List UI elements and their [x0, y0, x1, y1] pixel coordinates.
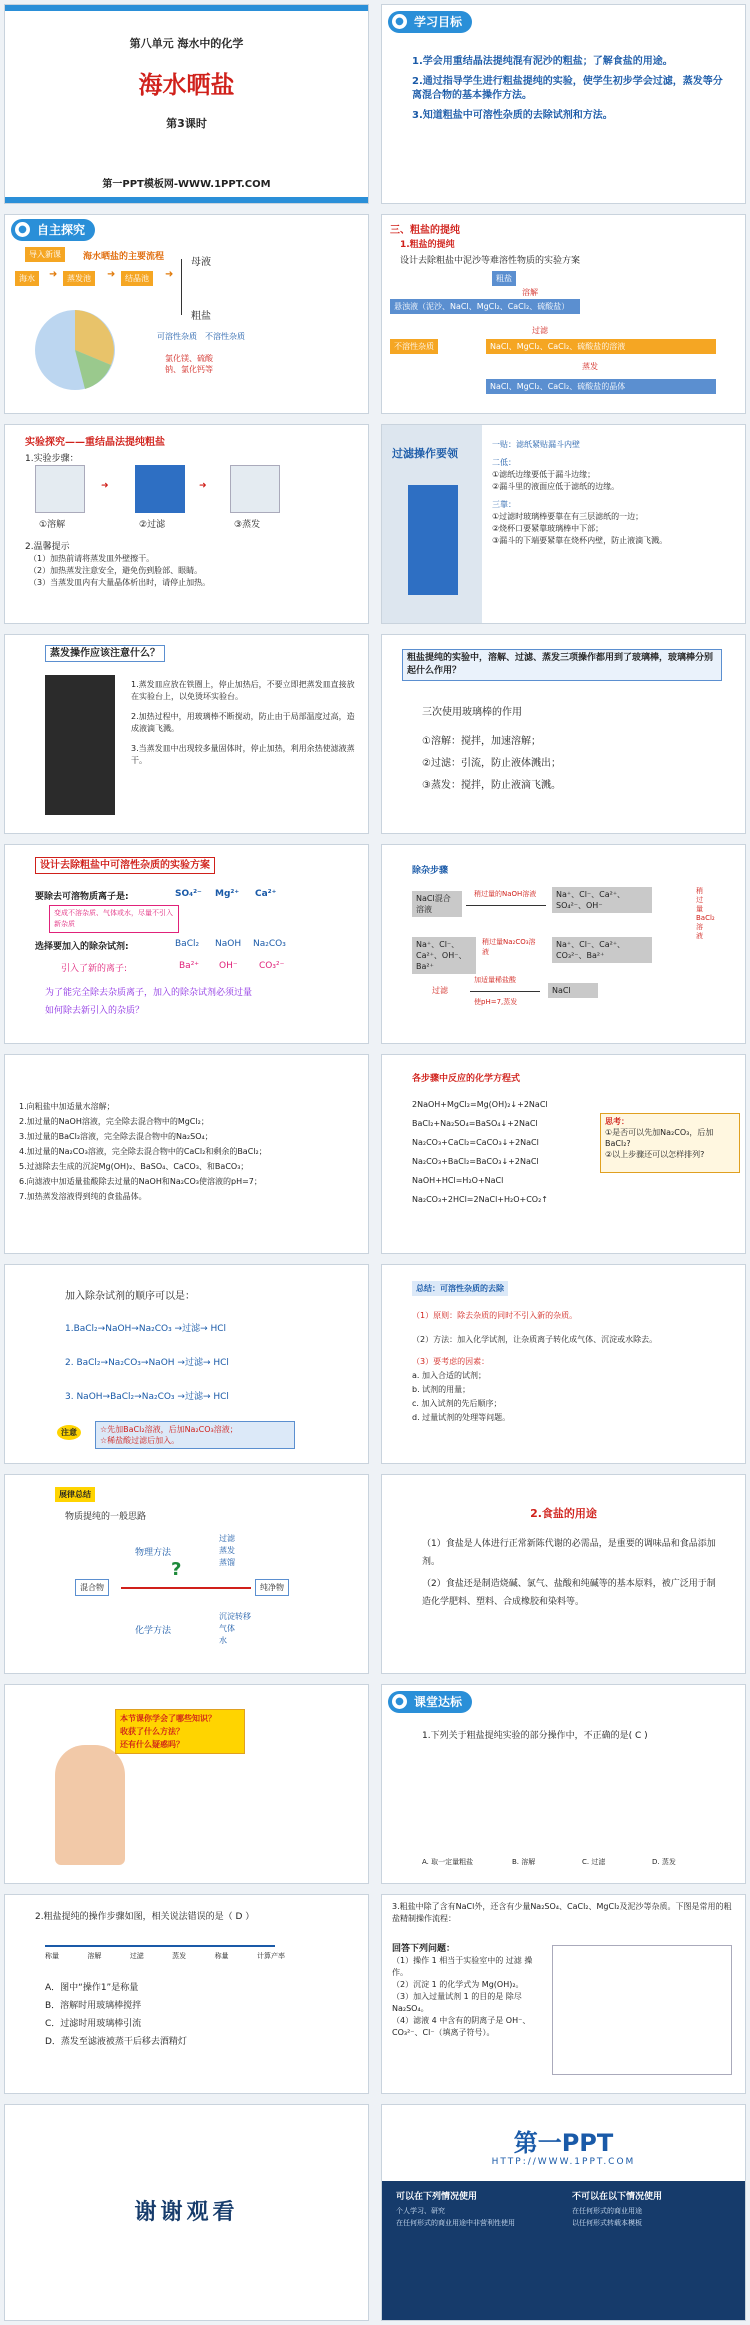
mother-label: 母液 — [191, 257, 211, 268]
step-label: ①溶解 — [39, 520, 66, 530]
slide-heading: 总结：可溶性杂质的去除 — [412, 1281, 508, 1296]
answer: （3）加入过量试剂 1 的目的是 除尽Na₂SO₄。 — [392, 1992, 522, 2013]
intro-tag: 导入新课 — [25, 247, 65, 262]
rule-item: ②漏斗里的液面应低于滤纸的边缘。 — [492, 482, 620, 491]
flow-step: 蒸发 — [172, 1952, 187, 1960]
option: C. 过滤 — [582, 1858, 606, 1866]
reagents-label: 选择要加入的除杂试剂: — [35, 942, 129, 952]
slide-heading: 除杂步骤 — [412, 866, 449, 876]
tip-item: （1）加热前请将蒸发皿外壁擦干。 — [29, 554, 155, 563]
soluble-label: 可溶性杂质 — [157, 332, 197, 341]
slide-heading: 2.食盐的用途 — [530, 1507, 597, 1520]
slide-summary — [381, 1264, 746, 1464]
note-item: ☆先加BaCl₂溶液，后加Na₂CO₃溶液； — [100, 1425, 238, 1434]
new-ion: Ba²⁺ — [179, 961, 200, 971]
proc-step: 1.向粗盐中加适量水溶解； — [19, 1102, 115, 1111]
ion: Ca²⁺ — [255, 889, 277, 899]
bubble-line: 收获了什么方法？ — [120, 1727, 184, 1736]
factor-item: a. 加入合适的试剂； — [412, 1371, 486, 1380]
rule-item: ③漏斗的下端要紧靠在烧杯内壁，防止液滴飞溅。 — [492, 536, 668, 545]
arrow-line — [466, 905, 546, 906]
header-label: 学习目标 — [414, 15, 463, 29]
bullet-icon: ● — [392, 1694, 407, 1709]
slide-heading: 实验探究——重结晶法提纯粗盐 — [25, 437, 165, 448]
ph-label: 使pH=7,蒸发 — [474, 998, 518, 1006]
rule-one: 一贴：滤纸紧贴漏斗内壁 — [492, 440, 580, 449]
chem-item: 气体 — [219, 1624, 235, 1633]
url: HTTP://WWW.1PPT.COM — [491, 2157, 636, 2167]
order-option: 3. NaOH→BaCl₂→Na₂CO₃ →过滤→ HCl — [65, 1392, 229, 1402]
think-item: ②以上步骤还可以怎样排列? — [605, 1150, 705, 1159]
slide-heading: 加入除杂试剂的顺序可以是： — [65, 1291, 195, 1302]
bullet-icon: ● — [392, 14, 407, 29]
use-paragraph: （1）食盐是人体进行正常新陈代谢的必需品，是重要的调味品和食品添加剂。 — [422, 1539, 716, 1567]
mixture-box: 悬浊液（泥沙、NaCl、MgCl₂、CaCl₂、硫酸盐） — [390, 299, 580, 314]
evap-item: 2.加热过程中，用玻璃棒不断搅动，防止由于局部温度过高，造成液滴飞溅。 — [131, 712, 355, 733]
tip-item: （2）加热蒸发注意安全，避免伤到脸部、眼睛。 — [29, 566, 203, 575]
proc-step: 4.加过量的Na₂CO₃溶液，完全除去混合物中的CaCl₂和剩余的BaCl₂； — [19, 1147, 267, 1156]
mixture-node: 混合物 — [75, 1579, 109, 1596]
arrow-line — [121, 1587, 251, 1589]
principle: （1）原则：除去杂质的同时不引入新的杂质。 — [412, 1311, 578, 1320]
equation: BaCl₂+Na₂SO₄=BaSO₄↓+2NaCl — [412, 1119, 538, 1128]
flow-step: 计算产率 — [256, 1952, 285, 1960]
flow-title: 海水晒盐的主要流程 — [83, 252, 165, 262]
answer-label: 回答下列问题： — [392, 1944, 456, 1954]
top-bar — [5, 5, 368, 11]
apparatus-photo — [45, 675, 115, 815]
question-box: 粗盐提纯的实验中，溶解、过滤、蒸发三项操作都用到了玻璃棒，玻璃棒分别起什么作用？ — [402, 649, 722, 681]
sub-title: 1.粗盐的提纯 — [400, 240, 455, 250]
ion: SO₄²⁻ — [175, 889, 202, 899]
page-title: 海水晒盐 — [138, 71, 235, 99]
physical-label: 物理方法 — [135, 1548, 172, 1558]
bottom-bar — [5, 197, 368, 203]
question: 2.粗盐提纯的操作步骤如图，相关说法错误的是（ D ） — [35, 1912, 255, 1922]
brace — [181, 259, 182, 315]
section-title: 三、粗盐的提纯 — [390, 225, 460, 236]
rule-item: ②烧杯口要紧靠玻璃棒中下部； — [492, 524, 604, 533]
flow-step: 结晶池 — [121, 271, 153, 286]
slide-quiz-3 — [381, 1894, 746, 2094]
ion-box: Na⁺、Cl⁻、Ca²⁺、CO₃²⁻、Ba²⁺ — [552, 937, 652, 963]
evaporate-label: 蒸发 — [582, 362, 598, 371]
question-mark: ? — [171, 1559, 182, 1580]
note-box — [95, 1421, 295, 1449]
slide-purify-plan — [381, 214, 746, 414]
flow-step: 溶解 — [87, 1952, 102, 1960]
option: A．图中“操作1”是称量 — [45, 1983, 139, 1993]
side-reagent: 稍过量BaCl₂溶液 — [696, 887, 715, 940]
bubble-line: 本节课你学会了哪些知识？ — [120, 1714, 216, 1723]
phys-item: 过滤 — [219, 1534, 235, 1543]
subtitle: 物质提纯的一般思路 — [65, 1512, 147, 1522]
pure-node: 纯净物 — [255, 1579, 289, 1596]
goal-item: 2.通过指导学生进行粗盐提纯的实验，使学生初步学会过滤，蒸发等分离混合物的基本操作方法。 — [412, 76, 723, 101]
equation: Na₂CO₃+CaCl₂=CaCO₃↓+2NaCl — [412, 1138, 539, 1147]
can-item: 在任何形式的商业用途中非营利性使用 — [396, 2219, 515, 2227]
question: 1.下列关于粗盐提纯实验的部分操作中，不正确的是( C ) — [422, 1731, 648, 1741]
slide-procedure — [4, 1054, 369, 1254]
rule-item: ①过滤时玻璃棒要靠在有三层滤纸的一边； — [492, 512, 644, 521]
step-label: ③蒸发 — [234, 520, 261, 530]
section-header — [388, 1691, 472, 1713]
equation: NaOH+HCl=H₂O+NaCl — [412, 1176, 504, 1185]
think-item: ①是否可以先加Na₂CO₃，后加BaCl₂? — [605, 1128, 714, 1148]
filter-photo — [408, 485, 458, 595]
teacher-illustration — [55, 1745, 125, 1865]
note-box: 变成不溶杂质、气体或水，尽量不引入新杂质 — [49, 905, 179, 933]
flow-step: 海水 — [15, 271, 39, 286]
slide-heading: 过滤操作要领 — [392, 447, 458, 460]
evap-item: 1.蒸发皿应放在铁圈上，停止加热后，不要立即把蒸发皿直接放在实验台上，以免烫坏实验台。 — [131, 680, 355, 701]
option: B．溶解时用玻璃棒搅拌 — [45, 2001, 142, 2011]
proc-step: 7.加热蒸发溶液得到纯的食盐晶体。 — [19, 1192, 147, 1201]
note-item: ☆稀盐酸过滤后加入。 — [100, 1436, 180, 1445]
method: （2）方法：加入化学试剂，让杂质离子转化成气体、沉淀或水除去。 — [412, 1335, 658, 1344]
ion-box: Na⁺、Cl⁻、Ca²⁺、SO₄²⁻、OH⁻ — [552, 887, 652, 913]
cannot-item: 以任何形式转载本模板 — [572, 2219, 642, 2227]
tips-label: 2.温馨提示 — [25, 542, 70, 552]
dissolve-image — [35, 465, 85, 513]
intro-label: 三次使用玻璃棒的作用 — [422, 707, 522, 718]
steps-label: 1.实验步骤： — [25, 454, 79, 464]
phys-item: 蒸馏 — [219, 1558, 235, 1567]
slide-glass-rod — [381, 634, 746, 834]
answer: （2）沉淀 1 的化学式为 Mg(OH)₂。 — [392, 1980, 524, 1989]
salt-pie-image — [25, 295, 135, 405]
new-ion: OH⁻ — [219, 961, 238, 971]
step-reagent: 稍过量Na₂CO₃溶液 — [482, 938, 536, 956]
rule-item: ①滤纸边缘要低于漏斗边缘； — [492, 470, 596, 479]
ion-box: Na⁺、Cl⁻、Ca²⁺、OH⁻、Ba²⁺ — [412, 937, 476, 974]
slide-thanks — [4, 2104, 369, 2321]
chemical-label: 化学方法 — [135, 1626, 172, 1636]
rule-three-heading: 三靠： — [492, 500, 516, 509]
equation: 2NaOH+MgCl₂=Mg(OH)₂↓+2NaCl — [412, 1100, 548, 1109]
final-box: NaCl — [548, 983, 598, 998]
flow-step: 蒸发池 — [63, 271, 95, 286]
evap-item: 3.当蒸发皿中出现较多量固体时，停止加热，利用余热使滤液蒸干。 — [131, 744, 355, 765]
factors-label: （3）要考虑的因素： — [412, 1357, 490, 1366]
rule-two-heading: 二低： — [492, 458, 516, 467]
arrow-icon: ➜ — [49, 269, 58, 280]
proc-step: 2.加过量的NaOH溶液，完全除去混合物中的MgCl₂； — [19, 1117, 209, 1126]
think-title: 思考： — [605, 1117, 629, 1126]
phys-item: 蒸发 — [219, 1546, 235, 1555]
reagent: BaCl₂ — [175, 939, 200, 949]
factor-item: b. 试剂的用量； — [412, 1385, 471, 1394]
section-header — [11, 219, 95, 241]
slide-reflect — [4, 1684, 369, 1884]
answer: （4）滤液 4 中含有的阴离子是 OH⁻、CO₃²⁻、Cl⁻（填离子符号）。 — [392, 2016, 531, 2037]
bullet-icon: ● — [15, 222, 30, 237]
flow-line — [45, 1945, 275, 1947]
tip-item: （3）当蒸发皿内有大量晶体析出时，请停止加热。 — [29, 578, 211, 587]
answer: （1）操作 1 相当于实验室中的 过滤 操作。 — [392, 1956, 533, 1977]
slide-filter-rules — [381, 424, 746, 624]
lesson-label: 第3课时 — [166, 117, 207, 130]
option: C．过滤时用玻璃棒引流 — [45, 2019, 142, 2029]
arrow-icon: ➜ — [101, 481, 109, 491]
factor-item: d. 过量试剂的处理等问题。 — [412, 1413, 511, 1422]
apparatus-images — [422, 1769, 722, 1849]
note-badge: 注意 — [57, 1425, 81, 1440]
arrow-icon: ➜ — [107, 269, 116, 280]
question: 3.粗盐中除了含有NaCl外，还含有少量Na₂SO₄、CaCl₂、MgCl₂及泥沙等杂质。下图是常用的粗盐精制操作流程： — [392, 1902, 732, 1923]
rod-use-item: ③蒸发：搅拌，防止液滴飞溅。 — [422, 780, 561, 791]
unit-label: 第八单元 海水中的化学 — [129, 37, 244, 50]
impurities-label: 氯化镁、硫酸钠、氯化钙等 — [165, 354, 213, 374]
think-box — [600, 1113, 740, 1173]
acid-label: 加适量稀盐酸 — [474, 976, 516, 984]
dissolve-label: 溶解 — [522, 288, 538, 297]
slide-quiz-2 — [4, 1894, 369, 2094]
goal-item: 1.学会用重结晶法提纯混有泥沙的粗盐；了解食盐的用途。 — [412, 56, 673, 67]
section-header — [388, 11, 472, 33]
slide-heading: 设计去除粗盐中可溶性杂质的实验方案 — [35, 857, 215, 874]
evaporate-image — [230, 465, 280, 513]
option: D. 蒸发 — [652, 1858, 676, 1866]
arrow-line — [470, 991, 540, 992]
crude-label: 粗盐 — [191, 311, 211, 322]
slide-equations — [381, 1054, 746, 1254]
question-2: 如何除去新引入的杂质？ — [45, 1006, 145, 1016]
new-ion: CO₃²⁻ — [259, 961, 285, 971]
proc-step: 6.向滤液中加适量盐酸除去过量的NaOH和Na₂CO₃使溶液的pH=7； — [19, 1177, 262, 1186]
slide-heading: 蒸发操作应该注意什么？ — [45, 645, 165, 662]
slide-title — [4, 4, 369, 204]
insoluble-label: 不溶性杂质 — [205, 332, 245, 341]
header-label: 自主探究 — [37, 223, 86, 237]
order-option: 1.BaCl₂→NaOH→Na₂CO₃ →过滤→ HCl — [65, 1324, 227, 1334]
speech-bubble — [115, 1709, 245, 1754]
question-1: 为了能完全除去杂质离子，加入的除杂试剂必须过量 — [45, 988, 253, 998]
slide-experiment — [4, 424, 369, 624]
slide-quiz-1 — [381, 1684, 746, 1884]
tag: 展律总结 — [55, 1487, 95, 1502]
proc-step: 3.加过量的BaCl₂溶液，完全除去混合物中的Na₂SO₄； — [19, 1132, 213, 1141]
factor-item: c. 加入试剂的先后顺序； — [412, 1399, 502, 1408]
slide-soluble-plan — [4, 844, 369, 1044]
slide-heading: 各步骤中反应的化学方程式 — [412, 1074, 521, 1084]
chem-item: 水 — [219, 1636, 227, 1645]
can-item: 个人学习、研究 — [396, 2207, 445, 2215]
chem-item: 沉淀转移 — [219, 1612, 251, 1621]
logo: 第一PPT — [513, 2129, 614, 2157]
option: D．蒸发至滤液被蒸干后移去酒精灯 — [45, 2037, 187, 2047]
equation: Na₂CO₃+BaCl₂=BaCO₃↓+2NaCl — [412, 1157, 539, 1166]
crystals-box: NaCl、MgCl₂、CaCl₂、硫酸盐的晶体 — [486, 379, 716, 394]
can-title: 可以在下列情况使用 — [396, 2192, 478, 2202]
flow-step: 称量 — [214, 1952, 229, 1960]
arrow-icon: ➜ — [199, 481, 207, 491]
slide-steps-diagram — [381, 844, 746, 1044]
reagent: Na₂CO₃ — [253, 939, 286, 949]
reagent: NaOH — [215, 939, 242, 949]
filter-label: 过滤 — [432, 986, 448, 995]
use-paragraph: （2）食盐还是制造烧碱、氯气、盐酸和纯碱等的基本原料，被广泛用于制造化学肥料、塑料、合成橡胶和染料等。 — [422, 1579, 716, 1607]
rod-use-item: ②过滤：引流，防止液体溅出； — [422, 758, 561, 769]
ions-label: 要除去可溶物质离子是: — [35, 892, 129, 902]
slide-credits — [381, 2104, 746, 2321]
site-label: 第一PPT模板网-WWW.1PPT.COM — [102, 179, 271, 190]
slide-order — [4, 1264, 369, 1464]
arrow-icon: ➜ — [165, 269, 174, 280]
new-ions-label: 引入了新的离子: — [61, 964, 128, 974]
option: A. 取一定量粗盐 — [422, 1858, 474, 1866]
proc-step: 5.过滤除去生成的沉淀Mg(OH)₂、BaSO₄、CaCO₃、和BaCO₃； — [19, 1162, 249, 1171]
step-reagent: 稍过量的NaOH溶液 — [474, 890, 537, 898]
flow-step: 过滤 — [129, 1952, 144, 1960]
equation: Na₂CO₃+2HCl=2NaCl+H₂O+CO₂↑ — [412, 1195, 549, 1204]
desc: 设计去除粗盐中泥沙等难溶性物质的实验方案 — [400, 256, 581, 266]
flow-chart — [552, 1945, 732, 2075]
slide-explore — [4, 214, 369, 414]
slide-goals — [381, 4, 746, 204]
order-option: 2. BaCl₂→Na₂CO₃→NaOH →过滤→ HCl — [65, 1358, 229, 1368]
slide-mindmap — [4, 1474, 369, 1674]
insoluble-box: 不溶性杂质 — [390, 339, 438, 354]
filter-image — [135, 465, 185, 513]
slide-uses — [381, 1474, 746, 1674]
cannot-title: 不可以在以下情况使用 — [572, 2192, 663, 2202]
rod-use-item: ①溶解：搅拌，加速溶解； — [422, 736, 541, 747]
slide-evaporate — [4, 634, 369, 834]
bubble-line: 还有什么疑惑吗？ — [120, 1740, 184, 1749]
option: B. 溶解 — [512, 1858, 536, 1866]
cannot-item: 在任何形式的商业用途 — [572, 2207, 642, 2215]
footer-panel — [382, 2181, 745, 2321]
thanks-text: 谢谢观看 — [134, 2200, 239, 2225]
mixture-box: NaCl混合溶液 — [412, 891, 462, 917]
crude-box: 粗盐 — [492, 271, 516, 286]
filter-label: 过滤 — [532, 326, 548, 335]
goal-item: 3.知道粗盐中可溶性杂质的去除试剂和方法。 — [412, 110, 613, 121]
step-label: ②过滤 — [139, 520, 166, 530]
flow-step: 称量 — [45, 1952, 59, 1960]
solution-box: NaCl、MgCl₂、CaCl₂、硫酸盐的溶液 — [486, 339, 716, 354]
header-label: 课堂达标 — [414, 1695, 463, 1709]
ion: Mg²⁺ — [215, 889, 240, 899]
